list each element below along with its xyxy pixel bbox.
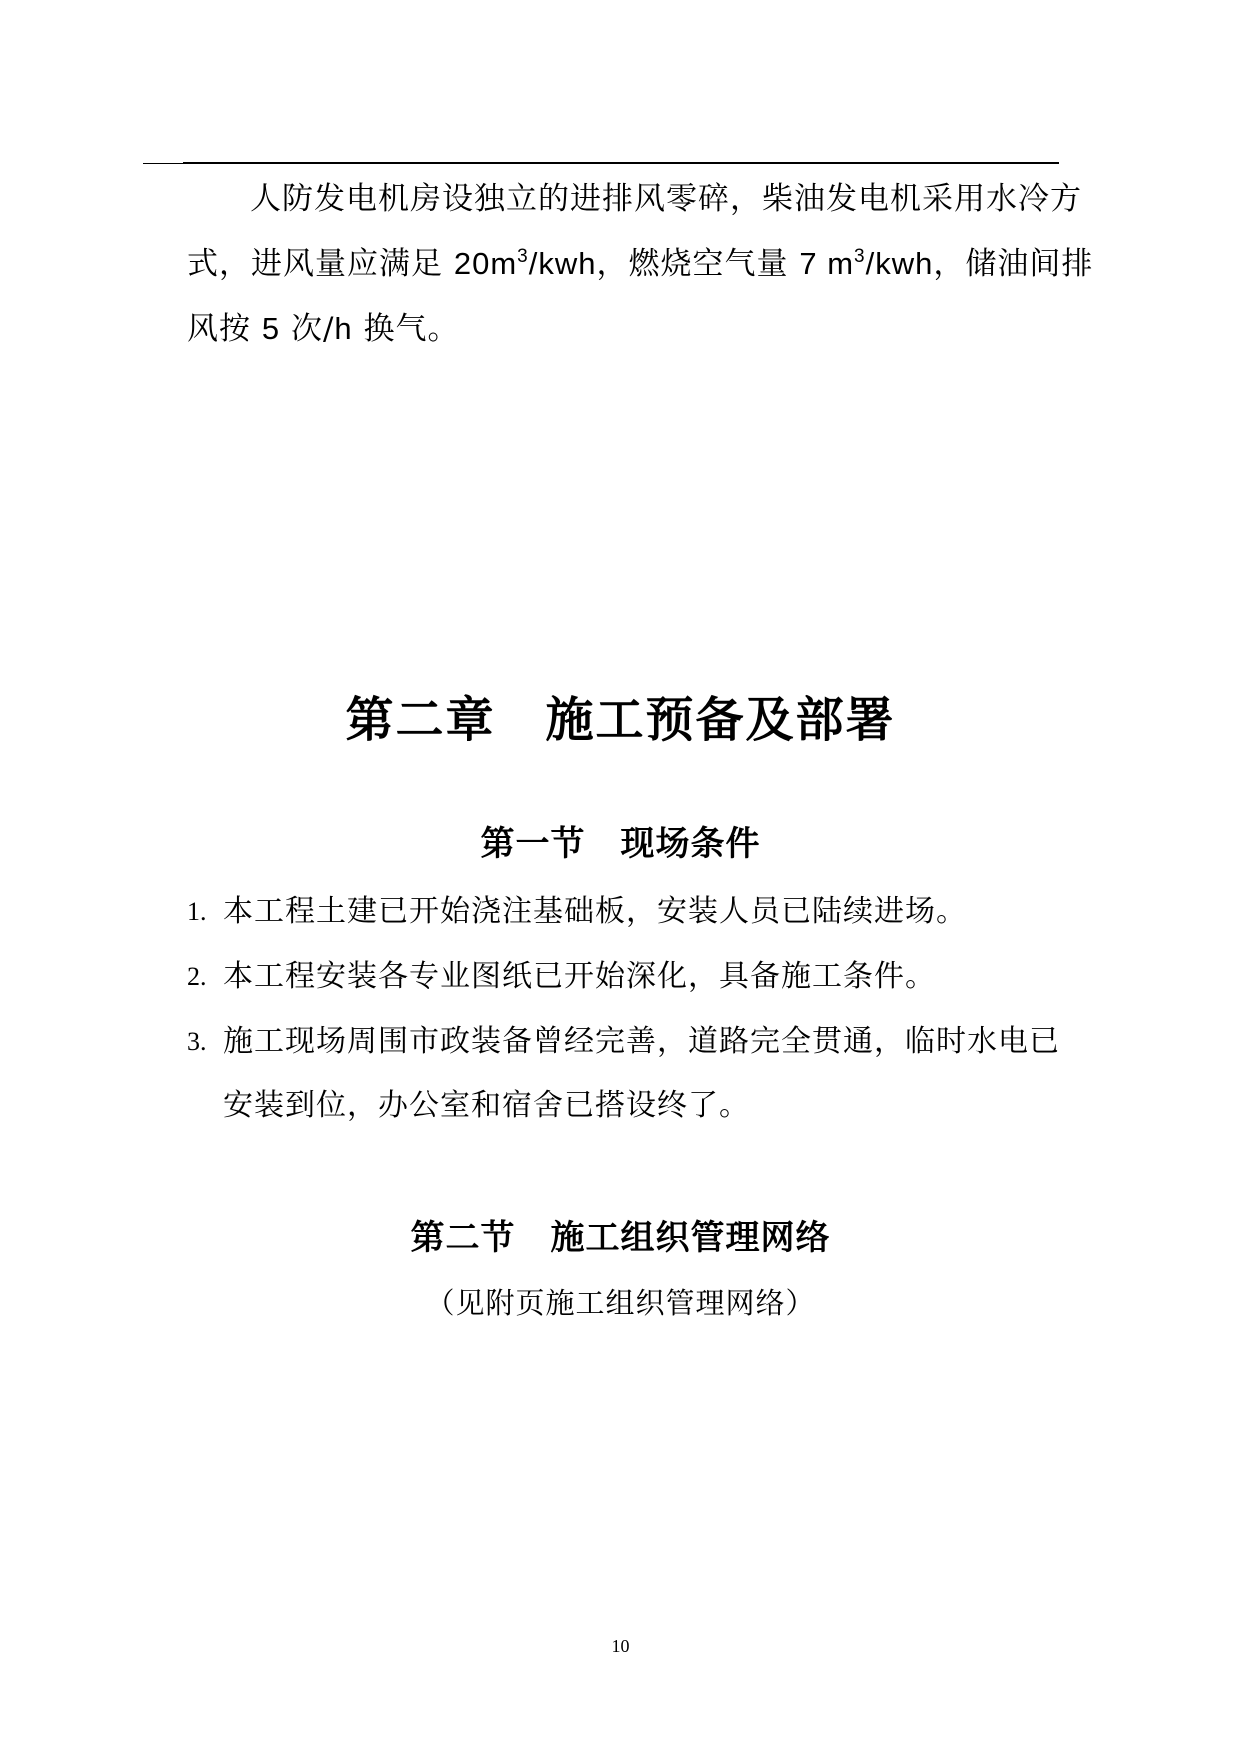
paragraph-unit: /kwh [528,246,597,281]
paragraph-text: 换气。 [352,311,460,347]
paragraph-value: 20m [453,246,518,281]
list-item: 本工程安装各专业图纸已开始深化，具备施工条件。 [223,959,936,994]
paragraph-text: 式，进风量应满足 [187,246,454,282]
section-2-note: （见附页施工组织管理网络） [425,1286,816,1320]
paragraph-superscript: 3 [854,246,866,267]
paragraph-text: 人防发电机房设独立的进排风零碎，柴油发电机采用水冷方 [250,181,1082,217]
list-item-number: 1. [187,897,207,926]
header-rule [183,162,1059,164]
list-item-number: 3. [187,1027,207,1056]
paragraph-text: 次/ [280,311,335,347]
paragraph-unit: h [334,311,353,346]
paragraph-value: 5 [261,311,281,346]
paragraph-superscript: 3 [517,246,529,267]
list-item-number: 2. [187,962,207,991]
section-1-title: 第一节 现场条件 [480,824,761,864]
section-2-title: 第二节 施工组织管理网络 [410,1218,831,1258]
paragraph-line-2 [187,245,1093,283]
paragraph-text: 风按 [187,311,262,347]
paragraph-text: ，储油间排 [933,246,1094,282]
paragraph-text: ，燃烧空气量 [596,246,800,282]
paragraph-unit: /kwh [865,246,934,281]
paragraph-line-3 [187,310,460,348]
paragraph-value: 7 m [799,246,855,281]
list-item-continuation: 安装到位，办公室和宿舍已搭设终了。 [223,1088,750,1123]
list-item: 本工程土建已开始浇注基础板，安装人员已陆续进场。 [223,894,967,929]
header-rule-short [143,163,183,164]
list-item: 施工现场周围市政装备曾经完善，道路完全贯通，临时水电已 [223,1024,1060,1059]
page-number: 10 [611,1636,630,1656]
paragraph-line-1 [250,180,1082,218]
chapter-title: 第二章 施工预备及部署 [345,692,896,748]
